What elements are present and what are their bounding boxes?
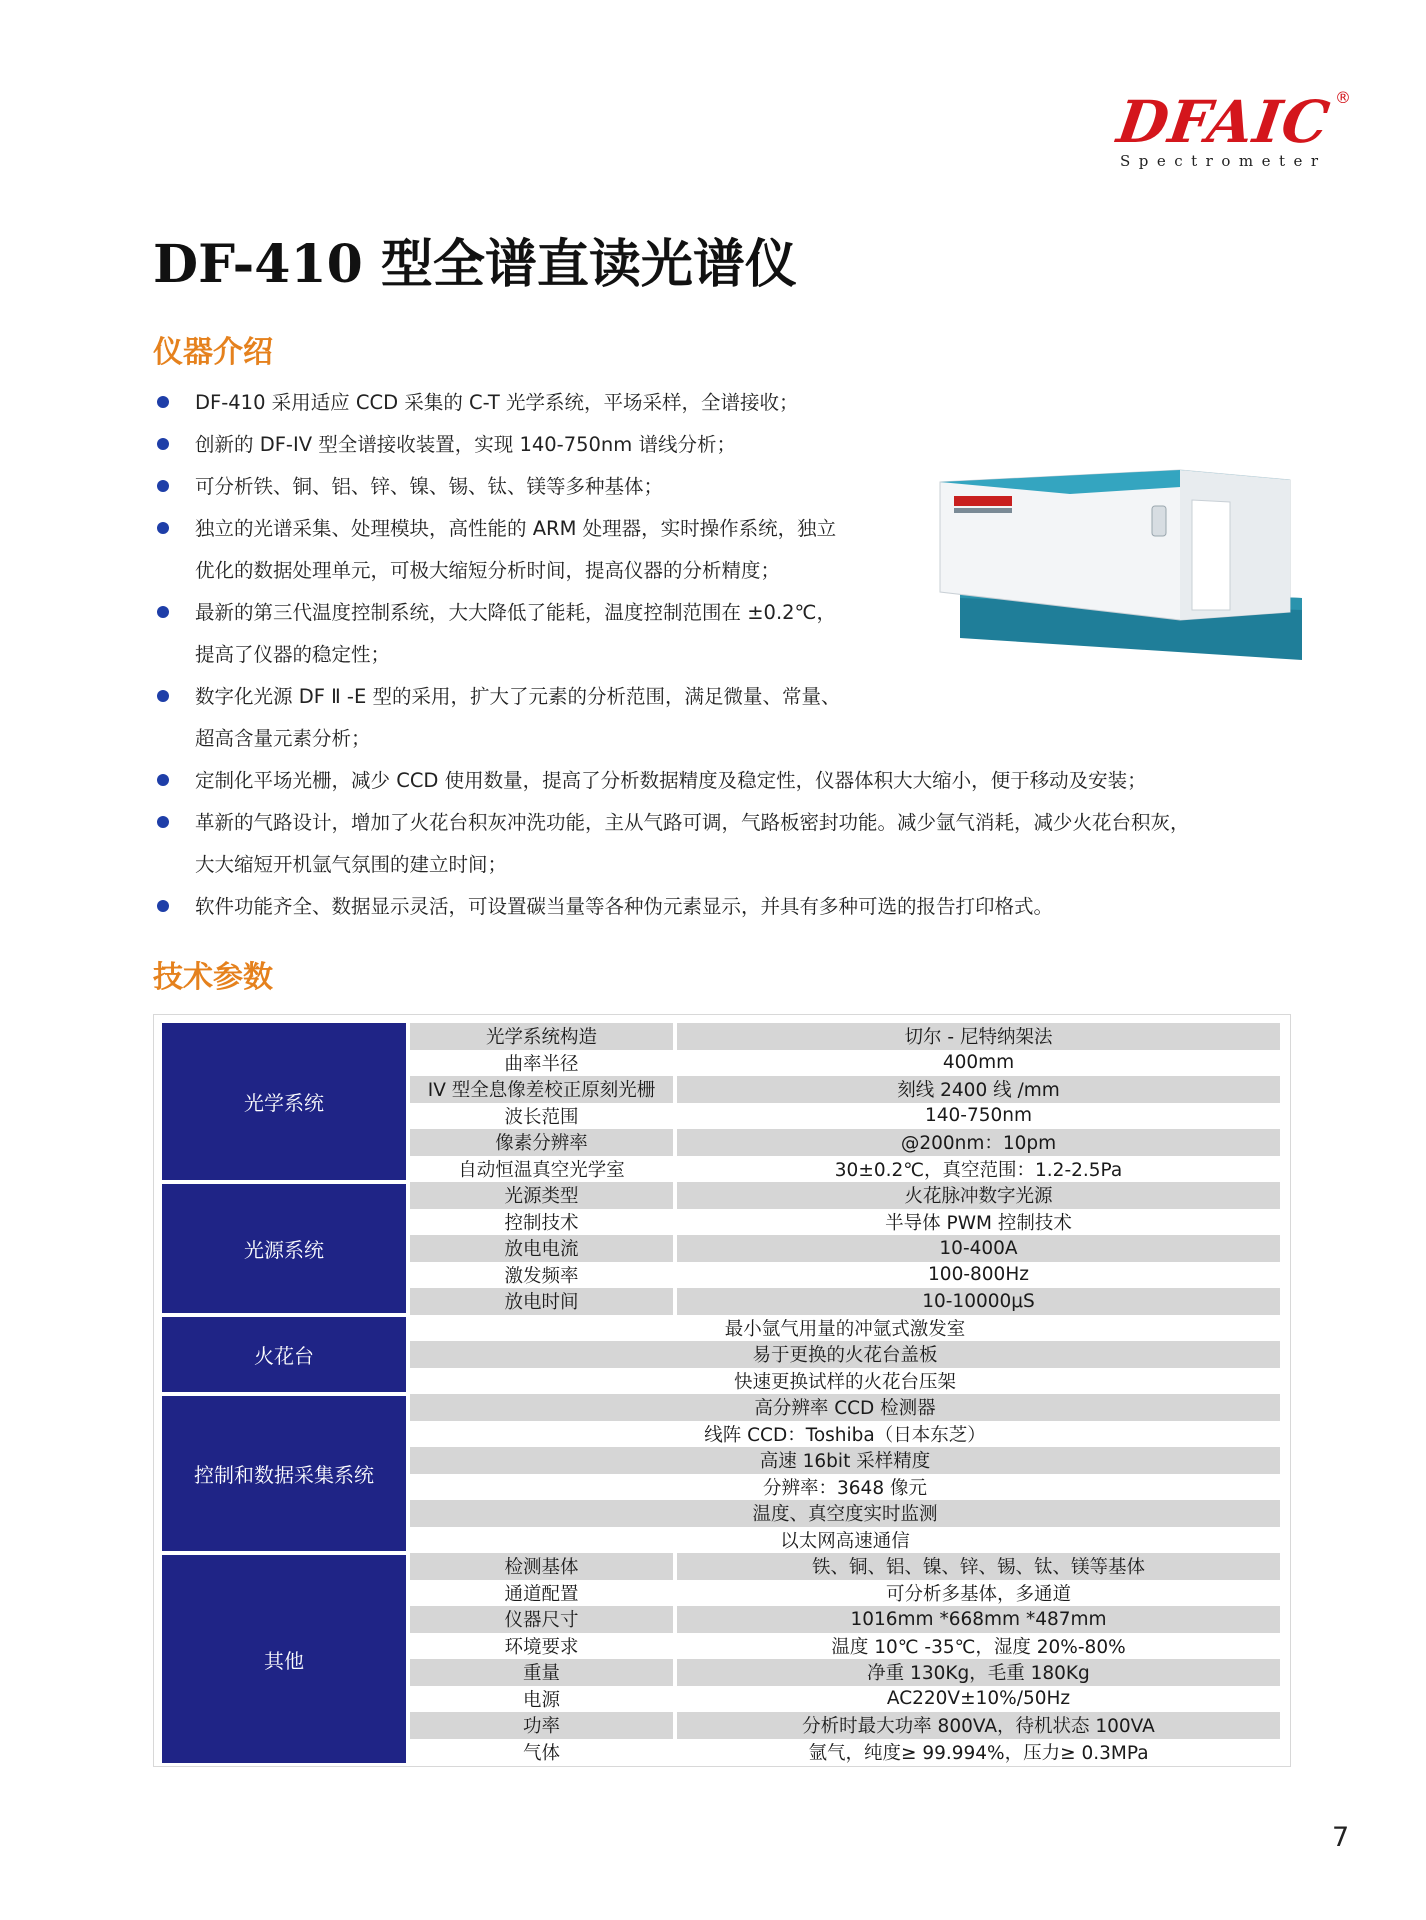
spec-value: 温度 10℃ -35℃，湿度 20%-80% — [831, 1636, 1126, 1658]
spec-value: 1016mm *668mm *487mm — [677, 1606, 1280, 1633]
spec-row — [410, 1712, 1280, 1739]
spec-row — [410, 1235, 1280, 1262]
spec-category: 光源系统 — [162, 1184, 406, 1313]
spec-label: 电源 — [522, 1689, 560, 1711]
feature-item — [153, 592, 935, 676]
spec-row — [410, 1606, 1280, 1633]
spec-value: 半导体 PWM 控制技术 — [885, 1212, 1072, 1234]
spec-label: 波长范围 — [504, 1106, 579, 1128]
feature-text: 大大缩短开机氩气氛围的建立时间； — [195, 853, 508, 876]
spec-label: 放电时间 — [410, 1288, 673, 1315]
spec-row — [410, 1315, 1280, 1342]
spec-row — [410, 1633, 1280, 1660]
feature-text: 最新的第三代温度控制系统，大大降低了能耗，温度控制范围在 ±0.2℃， — [195, 601, 836, 624]
brand-logo — [1110, 88, 1350, 178]
spec-row — [410, 1182, 1280, 1209]
feature-item — [153, 802, 1293, 886]
spec-row — [410, 1209, 1280, 1236]
feature-text: DF-410 采用适应 CCD 采集的 C-T 光学系统，平场采样，全谱接收； — [195, 391, 799, 414]
spec-row — [410, 1686, 1280, 1713]
spec-label: 重量 — [410, 1659, 673, 1686]
feature-text: 优化的数据处理单元，可极大缩短分析时间，提高仪器的分析精度； — [195, 559, 781, 582]
spec-row — [410, 1447, 1280, 1474]
page-number: 7 — [1332, 1822, 1350, 1853]
spec-value: @200nm：10pm — [677, 1129, 1280, 1156]
spec-label: 激发频率 — [504, 1265, 579, 1287]
spec-value: 火花脉冲数字光源 — [677, 1182, 1280, 1209]
spec-category: 控制和数据采集系统 — [162, 1396, 406, 1551]
feature-text: 定制化平场光栅，减少 CCD 使用数量，提高了分析数据精度及稳定性，仪器体积大大缩小，便于移动及安装； — [195, 769, 1147, 792]
spec-row — [410, 1156, 1280, 1183]
spec-value: 10-400A — [677, 1235, 1280, 1262]
logo-tagline: Spectrometer — [1120, 152, 1327, 170]
spec-value: 铁、铜、铝、镍、锌、锡、钛、镁等基体 — [677, 1553, 1280, 1580]
spec-value: 100-800Hz — [928, 1264, 1029, 1286]
feature-item — [153, 760, 1293, 802]
spec-feature: 最小氩气用量的冲氩式激发室 — [724, 1318, 966, 1340]
spec-label: 仪器尺寸 — [410, 1606, 673, 1633]
spectrometer-illustration — [930, 460, 1320, 670]
spec-value: 140-750nm — [924, 1105, 1033, 1127]
spec-label: IV 型全息像差校正原刻光栅 — [410, 1076, 673, 1103]
intro-heading: 仪器介绍 — [153, 335, 273, 370]
spec-row — [410, 1421, 1280, 1448]
feature-text: 数字化光源 DF Ⅱ -E 型的采用，扩大了元素的分析范围，满足微量、常量、 — [195, 685, 841, 708]
spec-row — [410, 1659, 1280, 1686]
spec-row — [410, 1341, 1280, 1368]
spec-row — [410, 1103, 1280, 1130]
feature-text: 革新的气路设计，增加了火花台积灰冲洗功能，主从气路可调，气路板密封功能。减少氩气消耗，减少火花台积灰， — [195, 811, 1190, 834]
spec-row — [410, 1129, 1280, 1156]
spec-feature: 温度、真空度实时监测 — [410, 1500, 1280, 1527]
spec-label: 放电电流 — [410, 1235, 673, 1262]
feature-text: 提高了仪器的稳定性； — [195, 643, 391, 666]
spec-value: 分析时最大功率 800VA，待机状态 100VA — [677, 1712, 1280, 1739]
spec-table — [153, 1014, 1291, 1767]
spec-category: 火花台 — [162, 1317, 406, 1393]
spec-label: 自动恒温真空光学室 — [458, 1159, 625, 1181]
spec-value: AC220V±10%/50Hz — [886, 1688, 1071, 1710]
spec-feature: 高分辨率 CCD 检测器 — [410, 1394, 1280, 1421]
feature-text: 独立的光谱采集、处理模块，高性能的 ARM 处理器，实时操作系统，独立 — [195, 517, 837, 540]
spec-feature: 高速 16bit 采样精度 — [410, 1447, 1280, 1474]
feature-item — [153, 382, 1293, 424]
feature-text: 创新的 DF-IV 型全谱接收装置，实现 140-750nm 谱线分析； — [195, 433, 736, 456]
feature-item — [153, 886, 1293, 928]
spec-row — [410, 1394, 1280, 1421]
spec-category: 光学系统 — [162, 1023, 406, 1180]
spec-feature: 线阵 CCD：Toshiba（日本东芝） — [704, 1424, 986, 1446]
spec-feature: 以太网高速通信 — [780, 1530, 910, 1552]
spec-label: 通道配置 — [504, 1583, 579, 1605]
spec-value: 10-10000μS — [677, 1288, 1280, 1315]
spec-feature: 分辨率：3648 像元 — [763, 1477, 927, 1499]
spec-row — [410, 1368, 1280, 1395]
spec-value: 净重 130Kg，毛重 180Kg — [677, 1659, 1280, 1686]
spec-row — [410, 1553, 1280, 1580]
spec-label: 光学系统构造 — [410, 1023, 673, 1050]
logo-wordmark: DFAIC — [1113, 88, 1335, 156]
spec-feature: 快速更换试样的火花台压架 — [733, 1371, 956, 1393]
feature-item — [153, 676, 935, 760]
spec-value: 切尔 - 尼特纳架法 — [677, 1023, 1280, 1050]
spec-row — [410, 1500, 1280, 1527]
spec-row — [410, 1076, 1280, 1103]
registered-mark: ® — [1335, 88, 1351, 107]
spec-value: 刻线 2400 线 /mm — [677, 1076, 1280, 1103]
spec-category: 其他 — [162, 1555, 406, 1763]
spec-label: 气体 — [522, 1742, 560, 1764]
spec-row — [410, 1527, 1280, 1554]
feature-item — [153, 508, 935, 592]
spec-value: 可分析多基体，多通道 — [885, 1583, 1071, 1605]
feature-text: 可分析铁、铜、铝、锌、镍、锡、钛、镁等多种基体； — [195, 475, 664, 498]
spec-label: 像素分辨率 — [410, 1129, 673, 1156]
spec-label: 光源类型 — [410, 1182, 673, 1209]
spec-row — [410, 1580, 1280, 1607]
document-title: DF-410 型全谱直读光谱仪 — [153, 234, 797, 295]
spec-value: 400mm — [942, 1052, 1015, 1074]
spec-label: 检测基体 — [410, 1553, 673, 1580]
spec-row — [410, 1739, 1280, 1766]
feature-text: 软件功能齐全、数据显示灵活，可设置碳当量等各种伪元素显示，并具有多种可选的报告打印格式。 — [195, 895, 1054, 918]
spec-label: 控制技术 — [504, 1212, 579, 1234]
spec-value: 氩气，纯度≥ 99.994%，压力≥ 0.3MPa — [808, 1742, 1149, 1764]
specs-heading: 技术参数 — [153, 960, 273, 995]
spec-row — [410, 1262, 1280, 1289]
spec-label: 环境要求 — [504, 1636, 579, 1658]
spec-feature: 易于更换的火花台盖板 — [410, 1341, 1280, 1368]
spec-row — [410, 1050, 1280, 1077]
spec-label: 功率 — [410, 1712, 673, 1739]
feature-text: 超高含量元素分析； — [195, 727, 371, 750]
spec-label: 曲率半径 — [504, 1053, 579, 1075]
spec-row — [410, 1474, 1280, 1501]
spec-value: 30±0.2℃，真空范围：1.2-2.5Pa — [834, 1159, 1123, 1181]
spec-row — [410, 1023, 1280, 1050]
spec-row — [410, 1288, 1280, 1315]
